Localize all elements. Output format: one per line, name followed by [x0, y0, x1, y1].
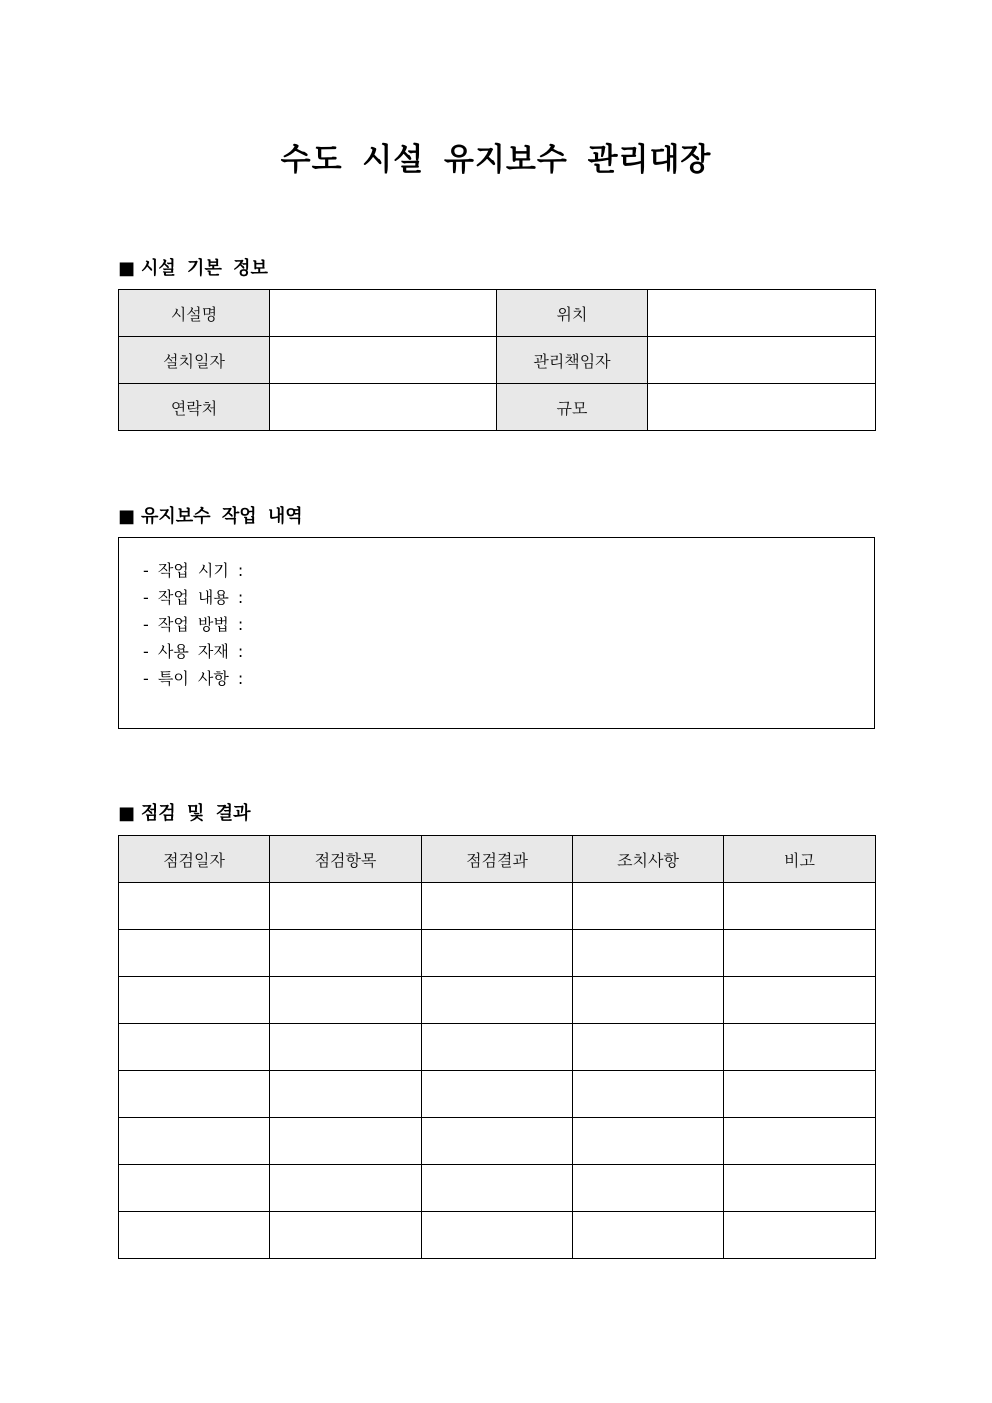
- inspection-heading: [118, 799, 251, 825]
- table-cell[interactable]: [422, 1212, 573, 1259]
- table-row: [119, 337, 876, 384]
- table-cell[interactable]: [270, 977, 422, 1024]
- table-cell[interactable]: [573, 1071, 724, 1118]
- table-cell[interactable]: [119, 930, 270, 977]
- table-cell[interactable]: [724, 930, 876, 977]
- table-cell[interactable]: [422, 1024, 573, 1071]
- manager-label: 관리책임자: [497, 337, 648, 384]
- table-cell[interactable]: [573, 1212, 724, 1259]
- table-cell[interactable]: [119, 1024, 270, 1071]
- remarks-item: - 특이 사항 :: [143, 669, 244, 688]
- table-cell[interactable]: [724, 883, 876, 930]
- table-row: [119, 977, 876, 1024]
- table-cell[interactable]: [724, 1071, 876, 1118]
- table-cell[interactable]: [422, 1071, 573, 1118]
- table-row: [119, 1165, 876, 1212]
- column-header-note: 비고: [724, 836, 876, 883]
- facility-name-label: 시설명: [119, 290, 270, 337]
- document-title: 수도 시설 유지보수 관리대장: [280, 142, 712, 178]
- table-cell[interactable]: [573, 1118, 724, 1165]
- materials-item: - 사용 자재 :: [143, 642, 244, 661]
- location-field[interactable]: [648, 290, 876, 337]
- table-row: [119, 883, 876, 930]
- table-cell[interactable]: [724, 1118, 876, 1165]
- table-cell[interactable]: [422, 883, 573, 930]
- table-row: [119, 290, 876, 337]
- table-cell[interactable]: [724, 1024, 876, 1071]
- scale-label: 규모: [497, 384, 648, 431]
- table-cell[interactable]: [422, 1165, 573, 1212]
- work-history-box[interactable]: [118, 537, 875, 729]
- scale-field[interactable]: [648, 384, 876, 431]
- location-label: 위치: [497, 290, 648, 337]
- basic-info-heading-text: 시설 기본 정보: [141, 258, 268, 279]
- work-content-item: - 작업 내용 :: [143, 588, 244, 607]
- table-cell[interactable]: [270, 1024, 422, 1071]
- table-cell[interactable]: [270, 1071, 422, 1118]
- table-cell[interactable]: [119, 977, 270, 1024]
- table-cell[interactable]: [573, 930, 724, 977]
- inspection-heading-text: 점검 및 결과: [141, 803, 251, 824]
- table-cell[interactable]: [724, 1212, 876, 1259]
- column-header-item: 점검항목: [270, 836, 422, 883]
- square-bullet-icon: ■: [118, 258, 136, 279]
- table-cell[interactable]: [573, 1165, 724, 1212]
- table-cell[interactable]: [270, 1165, 422, 1212]
- table-cell[interactable]: [119, 1071, 270, 1118]
- inspection-table: [118, 835, 876, 1259]
- work-period-item: - 작업 시기 :: [143, 561, 244, 580]
- table-cell[interactable]: [573, 977, 724, 1024]
- column-header-action: 조치사항: [573, 836, 724, 883]
- table-cell[interactable]: [724, 977, 876, 1024]
- table-cell[interactable]: [422, 930, 573, 977]
- table-header-row: [119, 836, 876, 883]
- table-cell[interactable]: [270, 1212, 422, 1259]
- table-cell[interactable]: [422, 1118, 573, 1165]
- table-cell[interactable]: [119, 1165, 270, 1212]
- table-cell[interactable]: [573, 883, 724, 930]
- table-row: [119, 1024, 876, 1071]
- table-cell[interactable]: [270, 930, 422, 977]
- table-row: [119, 1212, 876, 1259]
- column-header-result: 점검결과: [422, 836, 573, 883]
- table-row: [119, 930, 876, 977]
- manager-field[interactable]: [648, 337, 876, 384]
- install-date-field[interactable]: [270, 337, 497, 384]
- table-cell[interactable]: [119, 883, 270, 930]
- basic-info-heading: [118, 254, 268, 280]
- square-bullet-icon: ■: [118, 803, 136, 824]
- work-history-list: [119, 538, 874, 692]
- column-header-date: 점검일자: [119, 836, 270, 883]
- basic-info-table: [118, 289, 876, 431]
- contact-label: 연락처: [119, 384, 270, 431]
- table-cell[interactable]: [270, 883, 422, 930]
- table-cell[interactable]: [119, 1212, 270, 1259]
- work-history-heading: [118, 502, 303, 528]
- table-cell[interactable]: [573, 1024, 724, 1071]
- work-history-heading-text: 유지보수 작업 내역: [141, 506, 303, 527]
- table-cell[interactable]: [270, 1118, 422, 1165]
- facility-name-field[interactable]: [270, 290, 497, 337]
- table-cell[interactable]: [422, 977, 573, 1024]
- table-cell[interactable]: [724, 1165, 876, 1212]
- table-cell[interactable]: [119, 1118, 270, 1165]
- contact-field[interactable]: [270, 384, 497, 431]
- table-row: [119, 1118, 876, 1165]
- square-bullet-icon: ■: [118, 506, 136, 527]
- table-row: [119, 384, 876, 431]
- table-row: [119, 1071, 876, 1118]
- work-method-item: - 작업 방법 :: [143, 615, 244, 634]
- install-date-label: 설치일자: [119, 337, 270, 384]
